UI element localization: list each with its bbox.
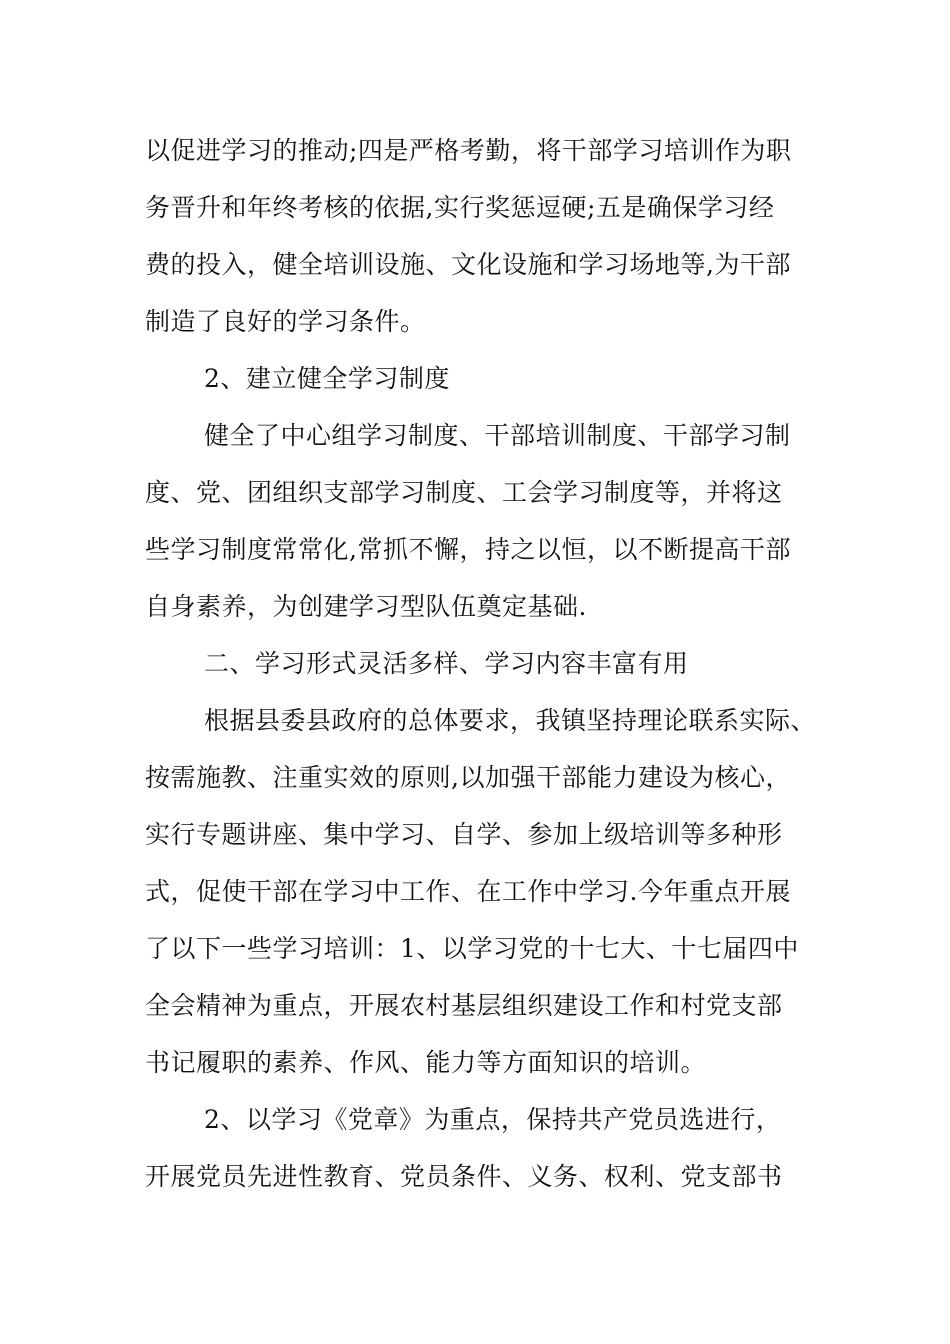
text-line: 根据县委县政府的总体要求，我镇坚持理论联系实际、 xyxy=(204,706,817,735)
text-line: 自身素养，为创建学习型队伍奠定基础. xyxy=(145,592,587,621)
section-heading: 2、建立健全学习制度 xyxy=(204,364,450,393)
text-line: 按需施教、注重实效的原则,以加强干部能力建设为核心， xyxy=(145,763,791,792)
section-heading: 二、学习形式灵活多样、学习内容丰富有用 xyxy=(204,649,689,678)
text-line: 以促进学习的推动;四是严格考勤，将干部学习培训作为职 xyxy=(145,136,792,165)
text-line: 务晋升和年终考核的依据,实行奖惩逗硬;五是确保学习经 xyxy=(145,193,775,222)
text-line: 费的投入，健全培训设施、文化设施和学习场地等,为干部 xyxy=(145,250,791,279)
text-line: 制造了良好的学习条件。 xyxy=(145,307,426,336)
text-line: 健全了中心组学习制度、干部培训制度、干部学习制 xyxy=(204,421,791,450)
text-line: 开展党员先进性教育、党员条件、义务、权利、党支部书 xyxy=(145,1162,783,1191)
text-line: 式，促使干部在学习中工作、在工作中学习.今年重点开展 xyxy=(145,877,791,906)
text-line: 了以下一些学习培训：1、以学习党的十七大、十七届四中 xyxy=(145,934,799,963)
text-line: 些学习制度常常化,常抓不懈，持之以恒，以不断提高干部 xyxy=(145,535,791,564)
text-line: 2、以学习《党章》为重点，保持共产党员选进行， xyxy=(204,1105,782,1134)
text-line: 度、党、团组织支部学习制度、工会学习制度等，并将这 xyxy=(145,478,783,507)
text-line: 实行专题讲座、集中学习、自学、参加上级培训等多种形 xyxy=(145,820,783,849)
text-line: 全会精神为重点，开展农村基层组织建设工作和村党支部 xyxy=(145,991,783,1020)
text-line: 书记履职的素养、作风、能力等方面知识的培训。 xyxy=(145,1048,707,1077)
